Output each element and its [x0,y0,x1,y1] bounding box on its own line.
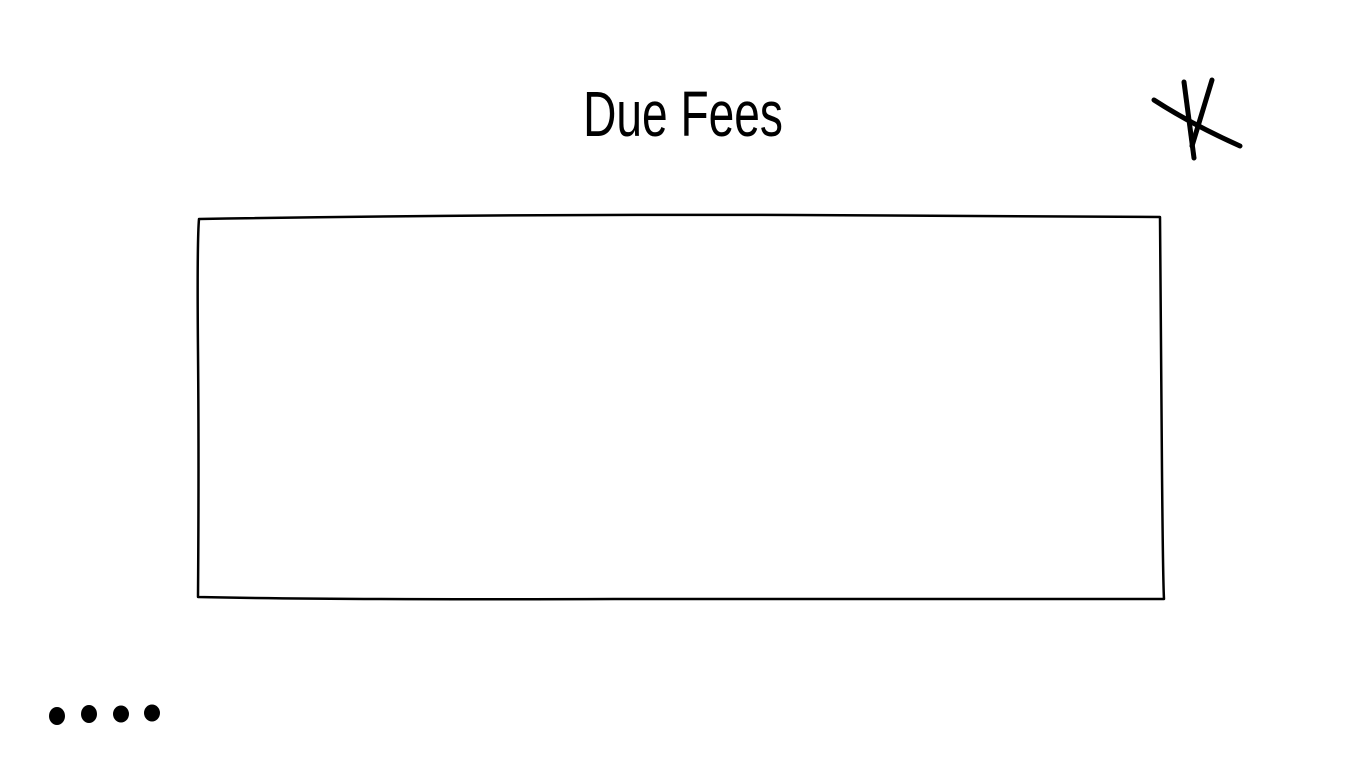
close-icon[interactable] [1146,72,1246,168]
fees-content-panel [194,212,1170,604]
page-title: Due Fees [583,78,783,150]
more-dots-icon[interactable] [44,700,168,730]
